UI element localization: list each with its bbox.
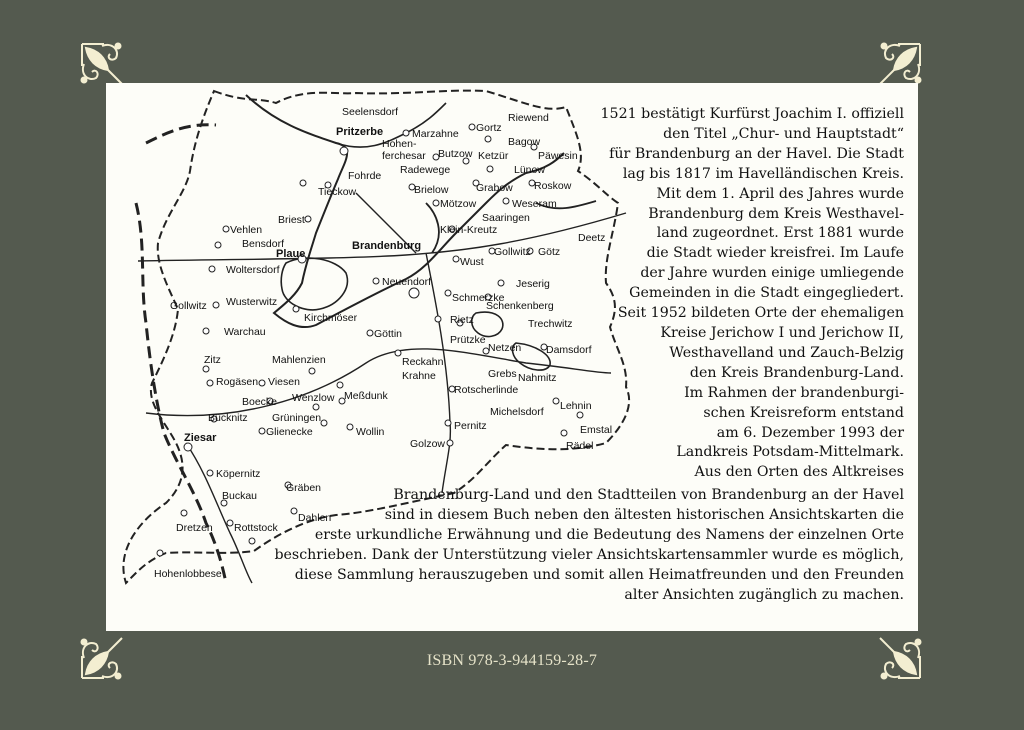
map-label-marzahne: Marzahne bbox=[412, 128, 459, 140]
map-label-dahlen: Dahlen bbox=[298, 512, 332, 524]
map-label-wusterwitz: Wusterwitz bbox=[226, 296, 278, 308]
map-label-nahmitz: Nahmitz bbox=[518, 372, 557, 384]
map-label-damsdorf: Damsdorf bbox=[546, 344, 592, 356]
map-label-gotz: Götz bbox=[538, 246, 561, 258]
map-label-gottin: Göttin bbox=[374, 328, 403, 340]
map-label-seelensdorf: Seelensdorf bbox=[342, 106, 399, 118]
intro-line: Aus den Orten des Altkreises bbox=[694, 464, 904, 481]
map-label-michelsdorf: Michelsdorf bbox=[490, 406, 544, 418]
map-label-golzow: Golzow bbox=[410, 438, 446, 450]
map-label-bensdorf: Bensdorf bbox=[242, 238, 285, 250]
map-label-kopernitz: Köpernitz bbox=[216, 468, 261, 480]
map-label-woltersdorf: Woltersdorf bbox=[226, 264, 280, 276]
intro-line: Brandenburg dem Kreis Westhavel- bbox=[648, 205, 904, 222]
map-label-motzow: Mötzow bbox=[440, 198, 477, 210]
map-label-wust: Wust bbox=[460, 256, 484, 268]
intro-line: der Jahre wurden einige umliegende bbox=[640, 265, 904, 282]
outro-line: Brandenburg-Land und den Stadtteilen von Brandenburg an der Havel bbox=[393, 487, 904, 503]
map-label-krahne: Krahne bbox=[402, 370, 436, 382]
map-label-graben: Gräben bbox=[286, 482, 322, 494]
map-label-wenzlow: Wenzlow bbox=[292, 392, 335, 404]
map-label-gruningen: Grüningen bbox=[272, 412, 322, 424]
map-label-weseram: Weseram bbox=[512, 198, 557, 210]
map-label-wollin: Wollin bbox=[356, 426, 385, 438]
intro-line: lag bis 1817 im Havelländischen Kreis. bbox=[622, 165, 904, 182]
intro-line: land zugeordnet. Erst 1881 wurde bbox=[656, 225, 904, 242]
map-label-messdunk: Meßdunk bbox=[344, 390, 388, 402]
map-label-ketzur: Ketzür bbox=[478, 150, 509, 162]
map-label-gortz: Gortz bbox=[476, 122, 502, 134]
road bbox=[186, 443, 252, 583]
map-label-bucknitz: Bücknitz bbox=[208, 412, 248, 424]
map-label-bagow: Bagow bbox=[508, 136, 541, 148]
map-label-hohenferchesar-2: ferchesar bbox=[382, 150, 426, 162]
intro-line: schen Kreisreform entstand bbox=[703, 404, 904, 421]
map-label-butzow: Butzow bbox=[438, 148, 473, 160]
map-label-zitz: Zitz bbox=[204, 354, 221, 366]
map-label-trechwitz: Trechwitz bbox=[528, 318, 573, 330]
outro-line: sind in diesem Buch neben den ältesten historischen Ansichtskarten die bbox=[384, 506, 904, 523]
map-label-tieckow: Tieckow bbox=[318, 186, 357, 198]
intro-line: den Titel „Chur- und Hauptstadt“ bbox=[663, 125, 904, 142]
map-label-emstal: Emstal bbox=[580, 424, 613, 436]
map-label-netzen: Netzen bbox=[488, 342, 522, 354]
content-panel bbox=[106, 83, 918, 631]
map-label-roskow: Roskow bbox=[534, 180, 572, 192]
intro-line: Im Rahmen der brandenburgi- bbox=[684, 384, 904, 401]
intro-line: den Kreis Brandenburg-Land. bbox=[689, 364, 904, 381]
map-label-prutzke: Prützke bbox=[450, 334, 486, 346]
map-label-saaringen: Saaringen bbox=[482, 212, 530, 224]
map-label-boecke: Boecke bbox=[242, 396, 278, 408]
intro-line: am 6. Dezember 1993 der bbox=[716, 424, 904, 441]
map-label-plaue: Plaue bbox=[276, 248, 306, 260]
map-label-schenkenberg: Schenkenberg bbox=[486, 300, 554, 312]
map-label-schmerzke: Schmerzke bbox=[452, 292, 505, 304]
map-label-brandenburg: Brandenburg bbox=[352, 240, 422, 252]
intro-line: die Stadt wieder kreisfrei. Im Laufe bbox=[646, 245, 904, 262]
map-label-radewege: Radewege bbox=[400, 164, 451, 176]
map-label-fohrde: Fohrde bbox=[348, 170, 382, 182]
map-label-rotscherlinde: Rotscherlinde bbox=[454, 384, 519, 396]
map-label-viesen: Viesen bbox=[268, 376, 300, 388]
map-label-pritzerbe: Pritzerbe bbox=[336, 126, 384, 138]
intro-line: Seit 1952 bildeten Orte der ehemaligen bbox=[617, 305, 904, 322]
intro-line: für Brandenburg an der Havel. Die Stadt bbox=[609, 145, 904, 162]
outro-line: alter Ansichten zugänglich zu machen. bbox=[624, 586, 904, 603]
map-label-grebs: Grebs bbox=[488, 368, 517, 380]
map-label-vehlen: Vehlen bbox=[230, 224, 263, 236]
intro-line: 1521 bestätigt Kurfürst Joachim I. offiziell bbox=[600, 106, 904, 122]
map-label-buckau: Buckau bbox=[222, 490, 258, 502]
map-label-hohenlobbese: Hohenlobbese bbox=[154, 568, 222, 580]
map-label-gollwitz-west: Gollwitz bbox=[170, 300, 207, 312]
map-label-brielow: Brielow bbox=[414, 184, 449, 196]
map-label-riewend: Riewend bbox=[508, 112, 549, 124]
map-label-hohenferchesar-1: Hohen- bbox=[382, 138, 417, 150]
map-label-neuendorf: Neuendorf bbox=[382, 276, 432, 288]
lake bbox=[281, 258, 347, 310]
lake bbox=[472, 312, 503, 336]
map-label-kirchmoser: Kirchmöser bbox=[304, 312, 358, 324]
intro-line: Westhavelland und Zauch-Belzig bbox=[669, 344, 904, 361]
intro-line: Landkreis Potsdam-Mittelmark. bbox=[676, 444, 904, 461]
map-label-radel: Rädel bbox=[566, 440, 594, 452]
intro-line: Mit dem 1. April des Jahres wurde bbox=[656, 185, 904, 202]
map-label-jeserig: Jeserig bbox=[516, 278, 550, 290]
outro-paragraph bbox=[256, 486, 904, 605]
map-label-rottstock: Rottstock bbox=[234, 522, 278, 534]
outro-line: beschrieben. Dank der Unterstützung vieler Ansichtskartensammler wurde es möglich, bbox=[274, 546, 904, 563]
map-label-deetz: Deetz bbox=[578, 232, 606, 244]
map-label-reckahn: Reckahn bbox=[402, 356, 444, 368]
map-label-grabow: Grabow bbox=[476, 182, 513, 194]
map-label-glienecke: Glienecke bbox=[266, 426, 313, 438]
map-label-mahlenzien: Mahlenzien bbox=[272, 354, 326, 366]
intro-paragraph bbox=[574, 105, 904, 483]
map-label-pernitz: Pernitz bbox=[454, 420, 487, 432]
intro-line: Kreise Jerichow I und Jerichow II, bbox=[660, 324, 904, 341]
map-label-lehnin: Lehnin bbox=[560, 400, 592, 412]
isbn-number: ISBN 978-3-944159-28-7 bbox=[426, 652, 598, 669]
map-label-briest: Briest bbox=[278, 214, 305, 226]
map-label-ziesar: Ziesar bbox=[184, 432, 217, 444]
map-label-gollwitz-east: Gollwitz bbox=[494, 246, 531, 258]
map-label-pawesin: Päwesin bbox=[538, 150, 578, 162]
outro-line: erste urkundliche Erwähnung und die Bedeutung des Namens der einzelnen Orte bbox=[314, 526, 904, 543]
intro-line: Gemeinden in die Stadt eingegliedert. bbox=[629, 285, 904, 302]
map-label-warchau: Warchau bbox=[224, 326, 266, 338]
map-label-dretzen: Dretzen bbox=[176, 522, 213, 534]
map-label-lunow: Lünow bbox=[514, 164, 545, 176]
outro-line: diese Sammlung herauszugeben und somit allen Heimatfreunden und den Freunden bbox=[294, 566, 904, 583]
map-label-rogasen: Rogäsen bbox=[216, 376, 259, 388]
map-label-klein-kreutz: Klein-Kreutz bbox=[440, 224, 498, 236]
map-label-rietz: Rietz bbox=[450, 314, 474, 326]
